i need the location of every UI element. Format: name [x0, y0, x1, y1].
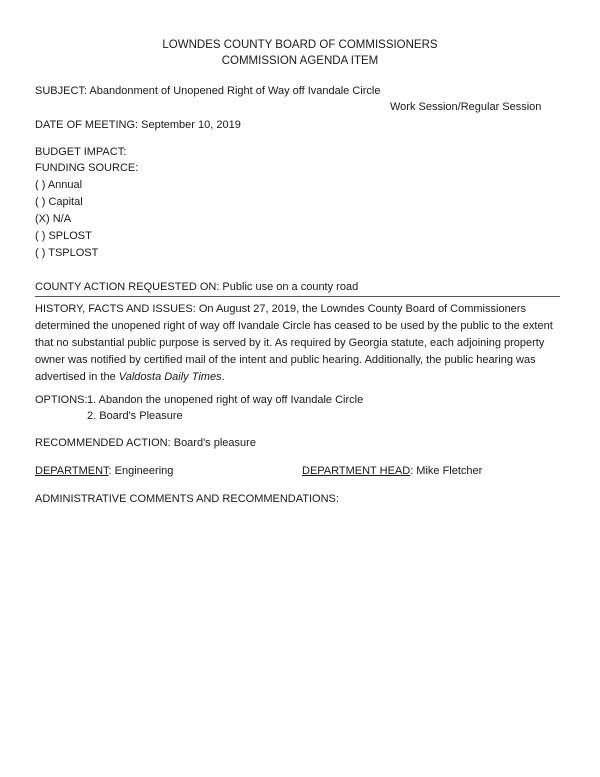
admin-comments-label: ADMINISTRATIVE COMMENTS AND RECOMMENDATIONS: — [35, 493, 339, 505]
department-head-label: DEPARTMENT HEAD — [302, 465, 411, 477]
option-1: 1. Abandon the unopened right of way off Ivandale Circle — [87, 394, 364, 406]
section-divider — [35, 296, 560, 297]
subject-line: SUBJECT: Abandonment of Unopened Right of Way off Ivandale Circle — [35, 85, 381, 97]
department-value: : Engineering — [108, 465, 174, 477]
recommended-action: RECOMMENDED ACTION: Board's pleasure — [35, 437, 256, 449]
newspaper-name: Valdosta Daily Times — [118, 371, 222, 383]
funding-option-na: (X) N/A — [35, 213, 72, 225]
option-2: 2. Board's Pleasure — [87, 410, 183, 422]
county-action: COUNTY ACTION REQUESTED ON: Public use on a county road — [35, 281, 359, 293]
funding-source-label: FUNDING SOURCE: — [35, 162, 139, 174]
funding-option-tsplost: ( ) TSPLOST — [35, 247, 99, 259]
budget-impact-label: BUDGET IMPACT: — [35, 146, 127, 158]
funding-option-splost: ( ) SPLOST — [35, 230, 92, 242]
department-head-line — [302, 464, 482, 478]
session-type: Work Session/Regular Session — [390, 101, 542, 113]
meeting-date: DATE OF MEETING: September 10, 2019 — [35, 119, 241, 131]
department-head-value: : Mike Fletcher — [410, 465, 483, 477]
history-text: HISTORY, FACTS AND ISSUES: On August 27, 2019, the Lowndes County Board of Commissioners determined the unopened right of way off Ivandale Circle has ceased to be used by the public to the extent that no substantial public purpose is served by it. As required by Georgia statute, each adjoining property owner was notified by certified mail of the intent and public hearing. Additionally, the public hearing was advertised in the — [35, 303, 553, 383]
org-title: LOWNDES COUNTY BOARD OF COMMISSIONERS — [162, 39, 438, 51]
department-line — [35, 464, 173, 478]
funding-option-annual: ( ) Annual — [35, 179, 83, 191]
options-label: OPTIONS: — [35, 394, 88, 406]
doc-title: COMMISSION AGENDA ITEM — [221, 55, 379, 67]
history-paragraph — [35, 301, 560, 386]
department-label: DEPARTMENT — [35, 465, 109, 477]
funding-option-capital: ( ) Capital — [35, 196, 83, 208]
history-end: . — [221, 371, 225, 383]
